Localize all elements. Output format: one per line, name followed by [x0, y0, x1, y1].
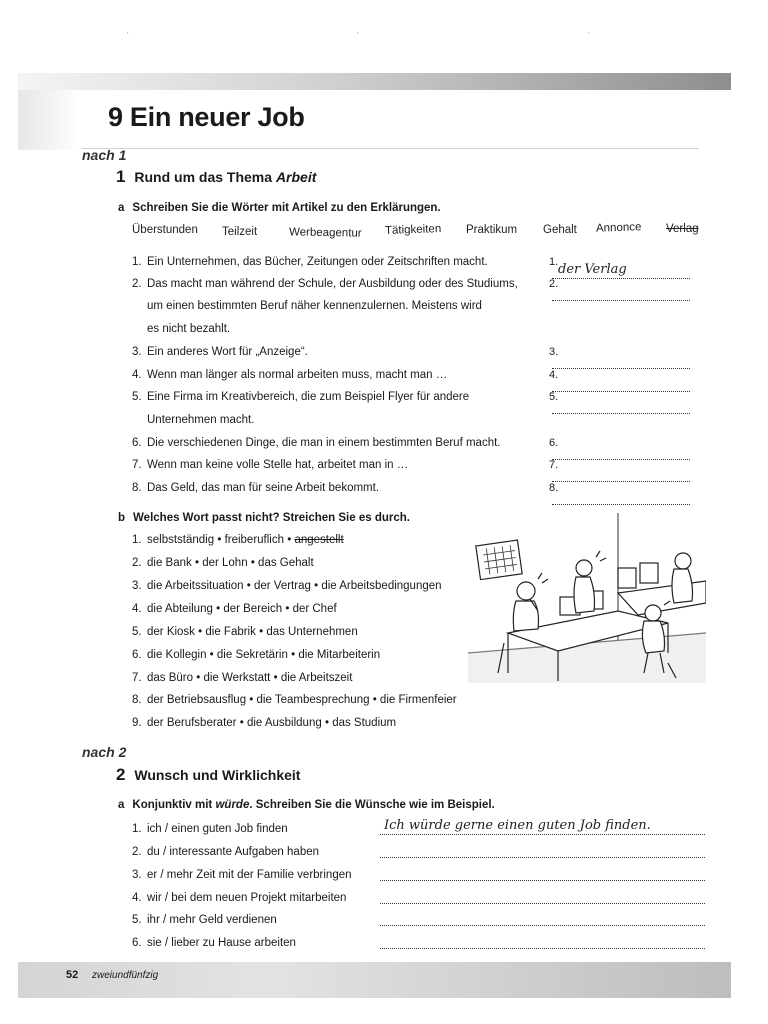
scan-mark: ' [588, 31, 590, 40]
item-number: 5. [132, 391, 142, 403]
header-rule [82, 148, 699, 149]
item-number: 2. [132, 846, 142, 858]
item-number: 7. [132, 459, 142, 471]
list-item [132, 937, 296, 949]
item-number: 3. [132, 346, 142, 358]
item-number: 3. [132, 869, 142, 881]
answer-number: 6. [549, 437, 559, 449]
office-illustration [468, 513, 706, 683]
bullet: • [239, 717, 244, 729]
item-text: wir / bei dem neuen Projekt mitarbeiten [147, 892, 347, 904]
scan-mark: ' [357, 31, 359, 40]
word-option[interactable]: die Werkstatt [203, 672, 271, 684]
instruction-2a [118, 799, 495, 811]
answer-number: 7. [549, 459, 559, 471]
item-text: Wenn man keine volle Stelle hat, arbeitet man in … [147, 459, 409, 471]
item-text: ihr / mehr Geld verdienen [147, 914, 277, 926]
bullet: • [287, 534, 292, 546]
bullet: • [216, 603, 221, 615]
bullet: • [314, 580, 319, 592]
item-number: 7. [132, 672, 142, 684]
bullet: • [194, 557, 199, 569]
list-item [132, 391, 469, 403]
instruction-1a [118, 202, 441, 214]
exercise-title-em: Arbeit [275, 169, 317, 185]
list-item [132, 437, 500, 449]
list-item [132, 346, 308, 358]
word-option[interactable]: die Teambesprechung [256, 694, 370, 706]
bullet: • [324, 717, 329, 729]
list-item [132, 694, 457, 706]
word-option[interactable]: die Arbeitszeit [280, 672, 353, 684]
word-option[interactable]: die Bank [147, 557, 192, 569]
word-option[interactable]: der Chef [292, 603, 337, 615]
word-option[interactable]: der Betriebsausflug [147, 694, 247, 706]
header-shade [18, 90, 82, 150]
word-option[interactable]: die Mitarbeiterin [298, 649, 381, 661]
item-text: Das macht man während der Schule, der Ausbildung oder des Studiums, [147, 278, 518, 290]
word-option[interactable]: selbstständig [147, 534, 215, 546]
word-option[interactable]: der Berufsberater [147, 717, 237, 729]
nach-label-1: nach 1 [82, 147, 127, 163]
item-number: 9. [132, 717, 142, 729]
word-option[interactable]: die Abteilung [147, 603, 213, 615]
list-item [132, 672, 352, 684]
bullet: • [372, 694, 377, 706]
word-option[interactable]: das Gehalt [258, 557, 314, 569]
item-number: 2. [132, 557, 142, 569]
word-bank-item: Teilzeit [222, 226, 258, 238]
bullet: • [250, 557, 255, 569]
list-item [132, 369, 447, 381]
item-text: Ein Unternehmen, das Bücher, Zeitungen oder Zeitschriften macht. [147, 256, 488, 268]
list-item [132, 278, 518, 290]
bullet: • [198, 626, 203, 638]
bullet: • [285, 603, 290, 615]
bullet: • [246, 580, 251, 592]
list-item [132, 603, 337, 615]
answer-line[interactable] [549, 278, 697, 304]
list-item [132, 534, 344, 546]
handwritten-answer: der Verlag [558, 262, 627, 277]
item-number: 4. [132, 892, 142, 904]
word-option[interactable]: die Arbeitssituation [147, 580, 244, 592]
list-item [132, 482, 379, 494]
bullet: • [217, 534, 222, 546]
word-option[interactable]: freiberuflich [224, 534, 285, 546]
list-item [132, 892, 346, 904]
word-bank-item: Annonce [595, 221, 642, 235]
item-number: 8. [132, 482, 142, 494]
bullet: • [259, 626, 264, 638]
item-text: Ein anderes Wort für „Anzeige“. [147, 346, 308, 358]
item-continuation: um einen bestimmten Beruf näher kennenzulernen. Meistens wird [147, 300, 482, 312]
exercise-1-heading [116, 167, 316, 187]
list-item [132, 717, 396, 729]
item-text: Eine Firma im Kreativbereich, die zum Beispiel Flyer für andere [147, 391, 470, 403]
bullet: • [196, 672, 201, 684]
answer-number: 5. [549, 391, 559, 403]
instruction-em: würde [215, 799, 250, 811]
word-option[interactable]: die Kollegin [147, 649, 207, 661]
list-item [132, 914, 277, 926]
answer-number: 4. [549, 369, 559, 381]
item-number: 1. [132, 823, 142, 835]
word-option[interactable]: die Ausbildung [246, 717, 322, 729]
word-option-struck[interactable]: angestellt [294, 534, 344, 546]
part-letter: b [118, 512, 126, 524]
word-option[interactable]: die Sekretärin [216, 649, 288, 661]
bullet: • [273, 672, 278, 684]
list-item [132, 459, 408, 471]
item-number: 4. [132, 603, 142, 615]
item-text: er / mehr Zeit mit der Familie verbringen [147, 869, 352, 881]
exercise-title: Rund um das Thema [134, 169, 273, 185]
item-number: 5. [132, 914, 142, 926]
item-text: ich / einen guten Job finden [147, 823, 288, 835]
word-bank-item-struck: Verlag [666, 223, 699, 235]
list-item [132, 580, 442, 592]
part-letter: a [118, 799, 125, 811]
item-number: 1. [132, 256, 142, 268]
handwritten-answer: Ich würde gerne einen guten Job finden. [384, 818, 651, 833]
word-option[interactable]: die Fabrik [205, 626, 256, 638]
instruction-text: . Schreiben Sie die Wünsche wie im Beispiel. [249, 799, 495, 811]
instruction-text: Schreiben Sie die Wörter mit Artikel zu den Erklärungen. [132, 202, 441, 214]
word-bank-item: Tätigkeiten [384, 223, 442, 237]
word-option[interactable]: die Firmenfeier [379, 694, 457, 706]
list-item [132, 626, 358, 638]
answer-number: 1. [549, 256, 559, 268]
item-continuation: Unternehmen macht. [147, 414, 255, 426]
exercise-number: 1 [116, 167, 126, 186]
word-option[interactable]: der Vertrag [253, 580, 311, 592]
word-option[interactable]: der Bereich [223, 603, 283, 615]
item-number: 6. [132, 437, 142, 449]
item-text: sie / lieber zu Hause arbeiten [147, 937, 296, 949]
answer-line[interactable] [380, 820, 705, 835]
answer-line[interactable] [549, 391, 697, 417]
page-number-word: zweiundfünfzig [92, 970, 159, 981]
instruction-text: Konjunktiv mit [132, 799, 213, 811]
list-item [132, 557, 314, 569]
answer-number: 8. [549, 482, 559, 494]
bullet: • [291, 649, 296, 661]
scan-mark: ' [127, 31, 129, 40]
item-text: du / interessante Aufgaben haben [147, 846, 320, 858]
item-number: 6. [132, 937, 142, 949]
exercise-2-heading [116, 765, 300, 785]
word-option[interactable]: der Kiosk [147, 626, 195, 638]
chapter-title: 9 Ein neuer Job [108, 102, 305, 132]
list-item [132, 846, 319, 858]
word-option[interactable]: die Arbeitsbedingungen [321, 580, 442, 592]
item-number: 5. [132, 626, 142, 638]
part-letter: a [118, 202, 125, 214]
word-bank-item: Gehalt [543, 224, 577, 236]
item-number: 6. [132, 649, 142, 661]
word-option[interactable]: der Lohn [202, 557, 248, 569]
answer-number: 3. [549, 346, 559, 358]
item-continuation: es nicht bezahlt. [147, 323, 231, 335]
item-number: 3. [132, 580, 142, 592]
exercise-number: 2 [116, 765, 126, 784]
word-option[interactable]: das Unternehmen [266, 626, 358, 638]
item-number: 4. [132, 369, 142, 381]
list-item [132, 823, 288, 835]
item-number: 1. [132, 534, 142, 546]
answer-line[interactable] [380, 843, 705, 858]
instruction-text: Welches Wort passt nicht? Streichen Sie es durch. [133, 512, 410, 524]
list-item [132, 256, 488, 268]
item-number: 8. [132, 694, 142, 706]
list-item [132, 869, 352, 881]
word-bank-item: Praktikum [466, 224, 518, 236]
header-band [18, 73, 731, 90]
answer-line[interactable] [380, 866, 705, 881]
item-text: Wenn man länger als normal arbeiten muss, macht man … [147, 369, 448, 381]
bullet: • [249, 694, 254, 706]
answer-line[interactable] [549, 482, 697, 508]
word-option[interactable]: das Studium [332, 717, 397, 729]
answer-line[interactable] [380, 911, 705, 926]
bullet: • [209, 649, 214, 661]
page-number: 52 [66, 969, 79, 981]
word-bank-item: Überstunden [132, 224, 198, 236]
answer-number: 2. [549, 278, 559, 290]
instruction-1b [118, 512, 410, 524]
item-number: 2. [132, 278, 142, 290]
exercise-title: Wunsch und Wirklichkeit [134, 767, 301, 783]
word-option[interactable]: das Büro [147, 672, 194, 684]
list-item [132, 649, 380, 661]
answer-line[interactable] [380, 934, 705, 949]
item-text: Die verschiedenen Dinge, die man in einem bestimmten Beruf macht. [147, 437, 501, 449]
nach-label-2: nach 2 [82, 744, 127, 760]
answer-line[interactable] [380, 889, 705, 904]
word-bank-item: Werbeagentur [288, 226, 362, 240]
item-text: Das Geld, das man für seine Arbeit bekommt. [147, 482, 380, 494]
